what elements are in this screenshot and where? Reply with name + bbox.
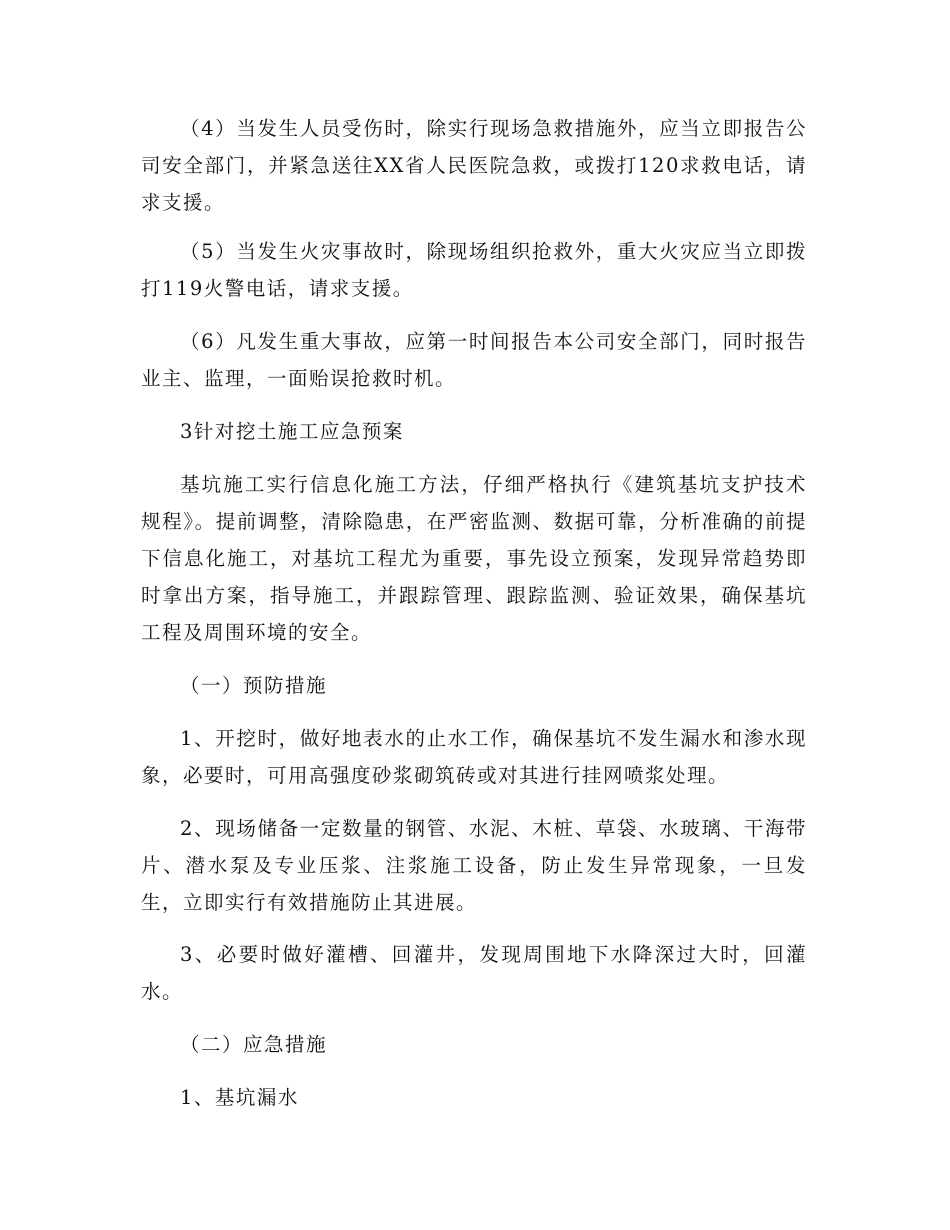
paragraph-major-accident: （6）凡发生重大事故，应第一时间报告本公司安全部门，同时报告业主、监理，一面贻误抢救时机。	[141, 330, 807, 390]
paragraph-excavation-method: 基坑施工实行信息化施工方法，仔细严格执行《建筑基坑支护技术规程》。提前调整，清除隐患，在严密监测、数据可靠，分析准确的前提下信息化施工，对基坑工程尤为重要，事先设立预案，发现异常趋势即时拿出方案，指导施工，并跟踪管理、跟踪监测、验证效果，确保基坑工程及周围环境的安全。	[141, 473, 807, 644]
paragraph-prevention-1: 1、开挖时，做好地表水的止水工作，确保基坑不发生漏水和渗水现象，必要时，可用高强度砂浆砌筑砖或对其进行挂网喷浆处理。	[141, 727, 807, 787]
paragraph-injury-response: （4）当发生人员受伤时，除实行现场急救措施外，应当立即报告公司安全部门，并紧急送往XX省人民医院急救，或拨打120求救电话，请求支援。	[141, 117, 807, 214]
subheading-pit-leakage: 1、基坑漏水	[180, 1086, 299, 1109]
paragraph-prevention-2: 2、现场储备一定数量的钢管、水泥、木桩、草袋、水玻璃、干海带片、潜水泵及专业压浆、注浆施工设备，防止发生异常现象，一旦发生，立即实行有效措施防止其进展。	[141, 817, 807, 914]
paragraph-fire-response: （5）当发生火灾事故时，除现场组织抢救外，重大火灾应当立即拨打119火警电话，请求支援。	[141, 240, 807, 300]
section-heading-excavation-plan: 3针对挖土施工应急预案	[180, 420, 404, 443]
subheading-preventive-measures: （一）预防措施	[180, 674, 328, 697]
paragraph-prevention-3: 3、必要时做好灌槽、回灌井，发现周围地下水降深过大时，回灌水。	[141, 943, 807, 1003]
subheading-emergency-measures: （二）应急措施	[180, 1033, 328, 1056]
